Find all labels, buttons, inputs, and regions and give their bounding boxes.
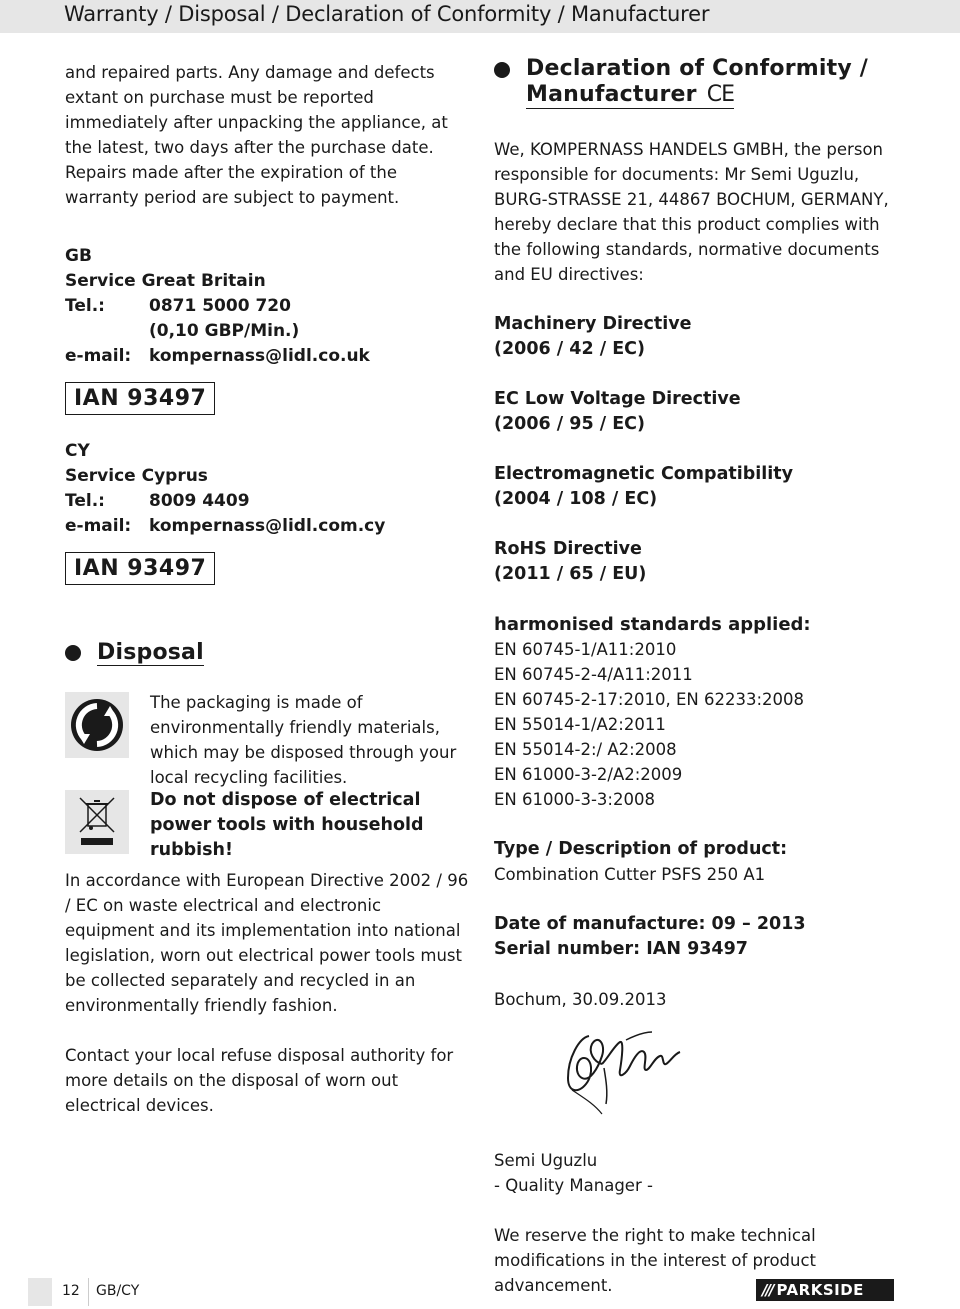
disposal-contact-text: Contact your local refuse disposal authority for more details on the disposal of worn out electrical devices. xyxy=(65,1046,454,1115)
cy-tel-value: 8009 4409 xyxy=(149,491,250,511)
cy-ian-box: IAN 93497 xyxy=(65,552,215,585)
manufacture-block xyxy=(494,912,914,962)
directive-name: RoHS Directive xyxy=(494,539,642,559)
conformity-heading-line2: Manufacturer xyxy=(526,82,697,107)
directive-item xyxy=(494,462,914,512)
serial-number: Serial number: IAN 93497 xyxy=(494,939,748,959)
product-type-value: Combination Cutter PSFS 250 A1 xyxy=(494,865,766,884)
standards-heading: harmonised standards applied: xyxy=(494,614,811,635)
directive-item xyxy=(494,537,914,587)
standard-item: EN 60745-2-17:2010, EN 62233:2008 xyxy=(494,690,804,709)
green-dot-recycling-icon xyxy=(65,692,129,758)
directive-name: Machinery Directive xyxy=(494,314,692,334)
gb-email-value: kompernass@lidl.co.uk xyxy=(149,346,370,366)
standard-item: EN 55014-1/A2:2011 xyxy=(494,715,666,734)
technical-reserve-text: We reserve the right to make technical modifications in the interest of product advancement. xyxy=(494,1226,817,1295)
gb-tel-rate: (0,10 GBP/Min.) xyxy=(149,321,300,341)
standard-item: EN 60745-2-4/A11:2011 xyxy=(494,665,693,684)
directive-code: (2011 / 65 / EU) xyxy=(494,564,647,584)
brand-name: PARKSIDE xyxy=(776,1281,864,1299)
standard-item: EN 55014-2:/ A2:2008 xyxy=(494,740,677,759)
signature-image xyxy=(494,1018,914,1128)
warranty-intro-text: and repaired parts. Any damage and defects extant on purchase must be reported immediately after unpacking the appliance, at the latest, two days after the purchase date. Repairs made after the expiration of the warranty period are subject to payment. xyxy=(65,63,448,207)
brand-slashes: /// xyxy=(762,1281,773,1299)
footer-divider xyxy=(88,1278,89,1306)
page-header xyxy=(0,0,960,33)
standard-item: EN 61000-3-3:2008 xyxy=(494,790,655,809)
directive-item xyxy=(494,312,914,362)
product-type-heading: Type / Description of product: xyxy=(494,839,788,859)
gb-tel-label: Tel.: xyxy=(65,296,105,316)
directive-name: Electromagnetic Compatibility xyxy=(494,464,794,484)
cy-country-code: CY xyxy=(65,441,90,461)
header-title: Warranty / Disposal / Declaration of Conformity / Manufacturer xyxy=(64,2,710,26)
standard-item: EN 61000-3-2/A2:2009 xyxy=(494,765,683,784)
disposal-warning-text: Do not dispose of electrical power tools with household rubbish! xyxy=(150,790,424,860)
page-number-box xyxy=(28,1278,52,1306)
cy-email-label: e-mail: xyxy=(65,516,132,536)
directive-item xyxy=(494,387,914,437)
service-gb-block xyxy=(65,244,475,415)
bullet-icon xyxy=(65,645,81,661)
disposal-heading-text: Disposal xyxy=(97,640,204,665)
gb-ian-box: IAN 93497 xyxy=(65,382,215,415)
parkside-logo xyxy=(756,1279,894,1301)
place-and-date: Bochum, 30.09.2013 xyxy=(494,990,667,1009)
gb-tel-value: 0871 5000 720 xyxy=(149,296,291,316)
directives-list xyxy=(494,312,914,587)
packaging-text: The packaging is made of environmentally friendly materials, which may be disposed through your local recycling facilities. xyxy=(150,693,457,787)
gb-country-code: GB xyxy=(65,246,92,266)
conformity-heading-line1: Declaration of Conformity / xyxy=(526,56,869,81)
gb-email-label: e-mail: xyxy=(65,346,132,366)
footer-locale: GB/CY xyxy=(96,1283,140,1299)
conformity-heading xyxy=(494,55,914,109)
product-type-block xyxy=(494,837,914,887)
cy-email-value: kompernass@lidl.com.cy xyxy=(149,516,386,536)
directive-code: (2004 / 108 / EC) xyxy=(494,489,658,509)
cy-service-name: Service Cyprus xyxy=(65,466,208,486)
ce-mark-icon: CE xyxy=(706,82,734,107)
declaration-text: We, KOMPERNASS HANDELS GMBH, the person responsible for documents: Mr Semi Uguzlu, BURG-STRASSE 21, 44867 BOCHUM, GERMANY, hereby declare that this product complies with the following standards, normative documents and EU directives: xyxy=(494,140,889,284)
signatory-name: Semi Uguzlu xyxy=(494,1151,598,1170)
crossed-out-wheelie-bin-icon xyxy=(65,790,129,854)
directive-name: EC Low Voltage Directive xyxy=(494,389,741,409)
left-column xyxy=(65,60,475,1118)
service-cy-block xyxy=(65,439,475,585)
cy-tel-label: Tel.: xyxy=(65,491,105,511)
page-number: 12 xyxy=(62,1283,80,1299)
disposal-section xyxy=(65,640,475,1118)
date-of-manufacture: Date of manufacture: 09 – 2013 xyxy=(494,914,806,934)
standards-block xyxy=(494,612,914,812)
weee-directive-text: In accordance with European Directive 2002 / 96 / EC on waste electrical and electronic equipment and its implementation into national legislation, worn out electrical power tools must be collected separately and recycled in an environmentally friendly fashion. xyxy=(65,871,469,1015)
directive-code: (2006 / 95 / EC) xyxy=(494,414,646,434)
signatory-role: - Quality Manager - xyxy=(494,1176,653,1195)
right-column xyxy=(494,55,914,1298)
standard-item: EN 60745-1/A11:2010 xyxy=(494,640,677,659)
directive-code: (2006 / 42 / EC) xyxy=(494,339,646,359)
bullet-icon xyxy=(494,62,510,78)
gb-service-name: Service Great Britain xyxy=(65,271,266,291)
disposal-heading xyxy=(65,640,475,666)
